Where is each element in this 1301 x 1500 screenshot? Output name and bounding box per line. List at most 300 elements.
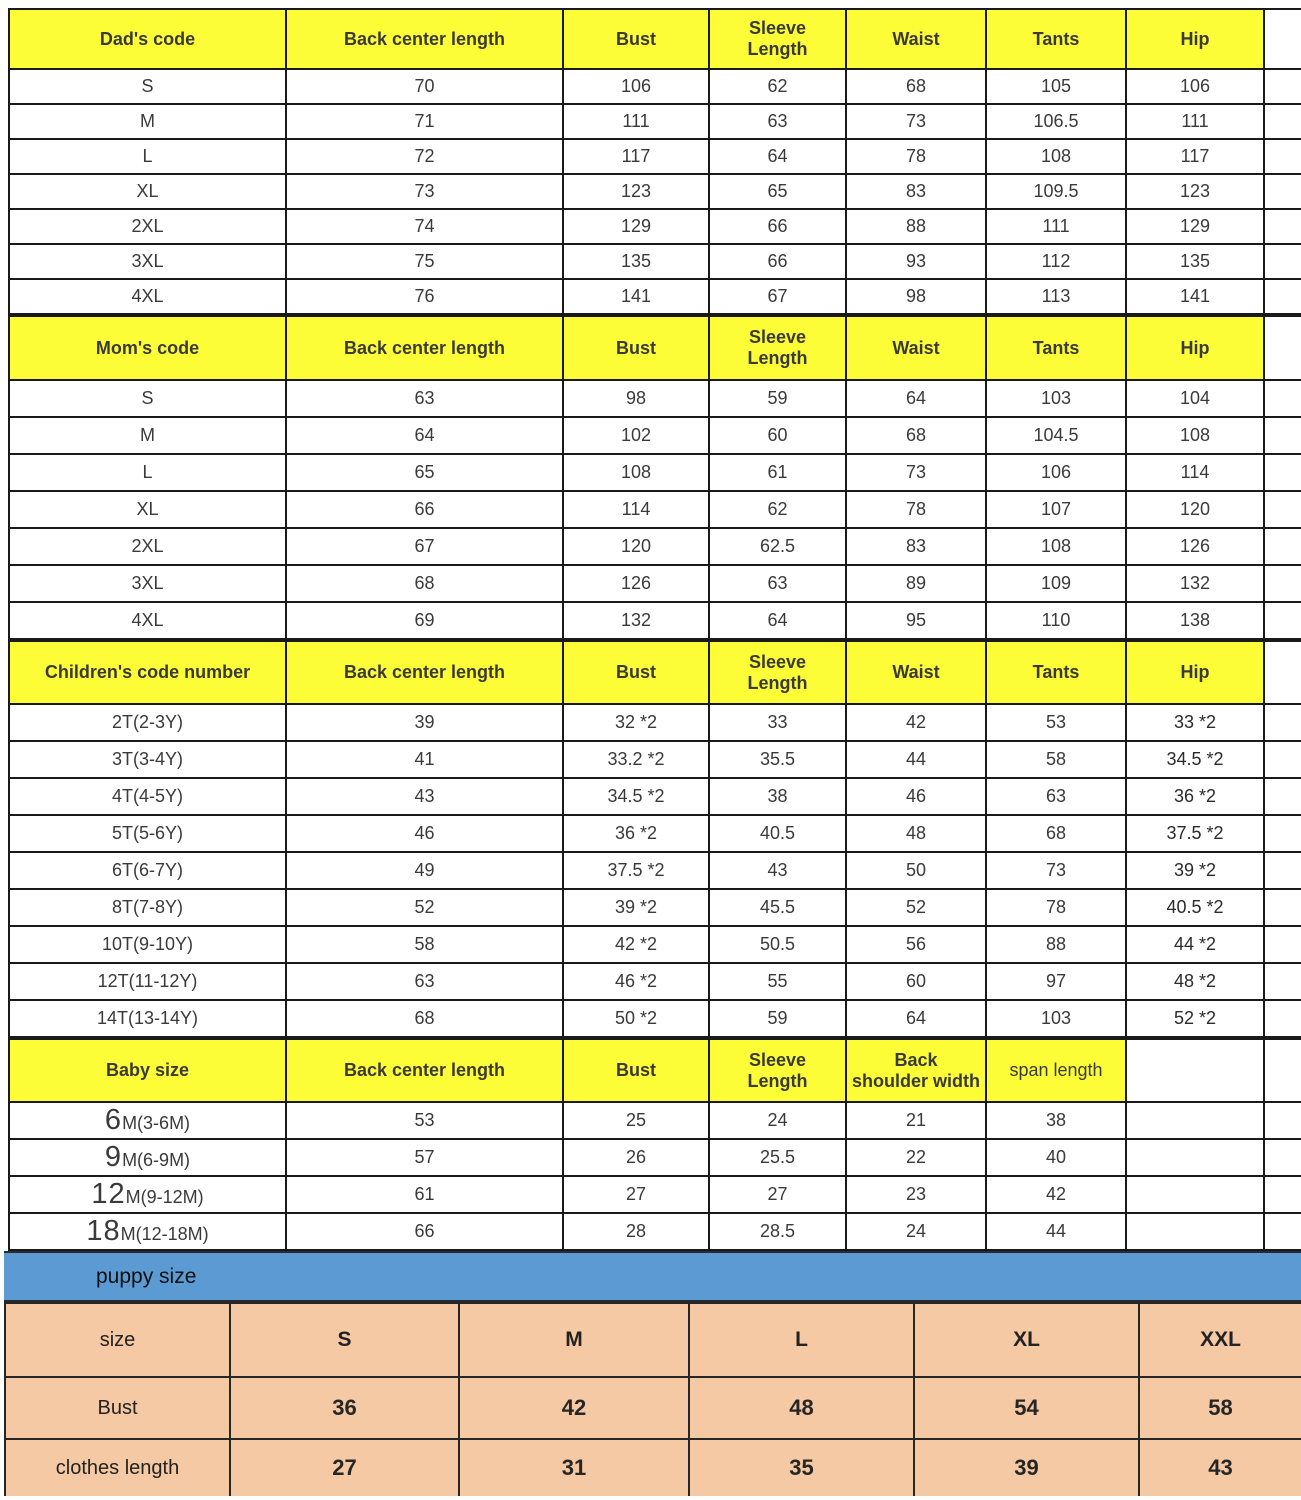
cell: 32 *2 (563, 704, 709, 741)
puppy-clothes-length-row (5, 1439, 1301, 1496)
cell: 103 (986, 1000, 1126, 1037)
cell: 48 (689, 1377, 914, 1439)
table-row (9, 279, 1301, 314)
empty-sheet-cell (1126, 1213, 1264, 1250)
empty-sheet-cell (1126, 1102, 1264, 1139)
cell: 68 (286, 1000, 563, 1037)
cell: 38 (986, 1102, 1126, 1139)
cell: 50 *2 (563, 1000, 709, 1037)
cell: 39 (286, 704, 563, 741)
cell: 56 (846, 926, 986, 963)
table-row (9, 1139, 1301, 1176)
sheet-margin-cell (1264, 565, 1301, 602)
size-code-cell: L (9, 139, 286, 174)
bust-header: Bust (563, 9, 709, 69)
cell: 70 (286, 69, 563, 104)
cell: 39 (914, 1439, 1139, 1496)
cell: 73 (286, 174, 563, 209)
sheet-margin-cell (1264, 491, 1301, 528)
cell: 104.5 (986, 417, 1126, 454)
table-row (9, 889, 1301, 926)
cell: 78 (986, 889, 1126, 926)
cell: 63 (286, 963, 563, 1000)
cell: 39 *2 (563, 889, 709, 926)
sheet-margin-cell (1264, 1213, 1301, 1250)
cell: 48 (846, 815, 986, 852)
cell: 129 (563, 209, 709, 244)
cell: 36 *2 (563, 815, 709, 852)
children-code-header: Children's code number (9, 641, 286, 704)
sleeve-length-header: Sleeve Length (709, 1039, 846, 1102)
cell: 88 (846, 209, 986, 244)
baby-size-table (8, 1038, 1301, 1251)
table-row (9, 380, 1301, 417)
cell: 61 (286, 1176, 563, 1213)
cell: 28 (563, 1213, 709, 1250)
cell: 34.5 *2 (1126, 741, 1264, 778)
cell: 23 (846, 1176, 986, 1213)
cell: 73 (846, 104, 986, 139)
table-row (9, 417, 1301, 454)
size-code-cell: S (9, 380, 286, 417)
cell: 141 (563, 279, 709, 314)
cell: 68 (986, 815, 1126, 852)
table-row (9, 815, 1301, 852)
cell: 58 (1139, 1377, 1301, 1439)
row-label: clothes length (5, 1439, 230, 1496)
sheet-margin-cell (1264, 380, 1301, 417)
puppy-size-table (4, 1302, 1301, 1496)
cell: 135 (563, 244, 709, 279)
size-code-cell: M (9, 104, 286, 139)
sheet-margin-cell (1264, 704, 1301, 741)
sheet-margin-cell (1264, 454, 1301, 491)
cell: 49 (286, 852, 563, 889)
table-row (9, 69, 1301, 104)
cell: 24 (846, 1213, 986, 1250)
hip-header: Hip (1126, 9, 1264, 69)
cell: 75 (286, 244, 563, 279)
table-row (9, 139, 1301, 174)
cell: 88 (986, 926, 1126, 963)
cell: 104 (1126, 380, 1264, 417)
size-code-cell: 3XL (9, 565, 286, 602)
cell: 45.5 (709, 889, 846, 926)
cell: 40 (986, 1139, 1126, 1176)
cell: 69 (286, 602, 563, 639)
table-row (9, 778, 1301, 815)
cell: 25 (563, 1102, 709, 1139)
cell: 72 (286, 139, 563, 174)
dad-header-row (9, 9, 1301, 69)
children-size-table (8, 640, 1301, 1038)
cell: 95 (846, 602, 986, 639)
cell: 98 (563, 380, 709, 417)
sheet-margin-cell (1264, 9, 1301, 69)
cell: 34.5 *2 (563, 778, 709, 815)
cell: 42 (986, 1176, 1126, 1213)
cell: 55 (709, 963, 846, 1000)
cell: 66 (709, 244, 846, 279)
cell: 64 (846, 380, 986, 417)
cell: 63 (709, 104, 846, 139)
size-code-cell: 2XL (9, 209, 286, 244)
cell: 108 (986, 139, 1126, 174)
sheet-margin-cell (1264, 926, 1301, 963)
table-row (9, 963, 1301, 1000)
table-row (9, 852, 1301, 889)
cell: 44 (846, 741, 986, 778)
cell: 71 (286, 104, 563, 139)
table-row (9, 244, 1301, 279)
cell: 110 (986, 602, 1126, 639)
size-code-cell: 6M(3-6M) (9, 1102, 286, 1139)
cell: 111 (986, 209, 1126, 244)
cell: 21 (846, 1102, 986, 1139)
cell: S (230, 1303, 459, 1377)
cell: 44 *2 (1126, 926, 1264, 963)
cell: XL (914, 1303, 1139, 1377)
cell: 89 (846, 565, 986, 602)
sheet-margin-cell (1264, 174, 1301, 209)
cell: 109.5 (986, 174, 1126, 209)
table-row (9, 704, 1301, 741)
cell: 38 (709, 778, 846, 815)
cell: 60 (709, 417, 846, 454)
empty-sheet-cell (1126, 1039, 1264, 1102)
cell: 135 (1126, 244, 1264, 279)
cell: 26 (563, 1139, 709, 1176)
cell: 59 (709, 1000, 846, 1037)
cell: 113 (986, 279, 1126, 314)
sheet-margin-cell (1264, 104, 1301, 139)
table-row (9, 741, 1301, 778)
sheet-margin-cell (1264, 852, 1301, 889)
table-row (9, 565, 1301, 602)
cell: 120 (1126, 491, 1264, 528)
cell: 98 (846, 279, 986, 314)
sheet-margin-cell (1264, 1102, 1301, 1139)
table-row (9, 174, 1301, 209)
table-row (9, 602, 1301, 639)
cell: 73 (986, 852, 1126, 889)
sheet-margin-cell (1264, 602, 1301, 639)
cell: 78 (846, 491, 986, 528)
table-row (9, 209, 1301, 244)
sheet-margin-cell (1264, 889, 1301, 926)
cell: 68 (846, 417, 986, 454)
mom-header-row (9, 316, 1301, 380)
cell: 106 (563, 69, 709, 104)
cell: 74 (286, 209, 563, 244)
cell: 132 (1126, 565, 1264, 602)
table-row (9, 104, 1301, 139)
mom-code-header: Mom's code (9, 316, 286, 380)
cell: 27 (230, 1439, 459, 1496)
sheet-margin-cell (1264, 1139, 1301, 1176)
sheet-margin-cell (1264, 1176, 1301, 1213)
cell: 42 (846, 704, 986, 741)
table-row (9, 528, 1301, 565)
cell: 83 (846, 174, 986, 209)
cell: 48 *2 (1126, 963, 1264, 1000)
cell: 28.5 (709, 1213, 846, 1250)
size-code-cell: 12T(11-12Y) (9, 963, 286, 1000)
sheet-margin-cell (1264, 209, 1301, 244)
cell: 66 (286, 491, 563, 528)
bust-header: Bust (563, 641, 709, 704)
sheet-margin-cell (1264, 316, 1301, 380)
dad-size-table (8, 8, 1301, 315)
sheet-margin-cell (1264, 244, 1301, 279)
cell: 52 (846, 889, 986, 926)
size-code-cell: 3T(3-4Y) (9, 741, 286, 778)
cell: 123 (563, 174, 709, 209)
cell: 62 (709, 69, 846, 104)
size-code-cell: S (9, 69, 286, 104)
cell: 105 (986, 69, 1126, 104)
cell: 40.5 *2 (1126, 889, 1264, 926)
puppy-size-row (5, 1303, 1301, 1377)
cell: 24 (709, 1102, 846, 1139)
waist-header: Waist (846, 316, 986, 380)
waist-header: Waist (846, 641, 986, 704)
cell: 76 (286, 279, 563, 314)
cell: 58 (986, 741, 1126, 778)
cell: 65 (709, 174, 846, 209)
cell: 103 (986, 380, 1126, 417)
cell: 141 (1126, 279, 1264, 314)
cell: 117 (563, 139, 709, 174)
cell: 35.5 (709, 741, 846, 778)
size-code-cell: 4T(4-5Y) (9, 778, 286, 815)
mom-size-table (8, 315, 1301, 640)
cell: 73 (846, 454, 986, 491)
back-shoulder-width-header: Back shoulder width (846, 1039, 986, 1102)
cell: 67 (709, 279, 846, 314)
cell: 112 (986, 244, 1126, 279)
sheet-margin-cell (1264, 417, 1301, 454)
sheet-margin-cell (1264, 1000, 1301, 1037)
cell: 117 (1126, 139, 1264, 174)
cell: 27 (563, 1176, 709, 1213)
sheet-margin-cell (1264, 279, 1301, 314)
cell: 46 (286, 815, 563, 852)
cell: 97 (986, 963, 1126, 1000)
cell: 42 (459, 1377, 689, 1439)
cell: 37.5 *2 (1126, 815, 1264, 852)
bust-header: Bust (563, 1039, 709, 1102)
cell: 108 (563, 454, 709, 491)
puppy-size-banner (4, 1251, 1301, 1302)
cell: 50 (846, 852, 986, 889)
cell: 132 (563, 602, 709, 639)
baby-size-header: Baby size (9, 1039, 286, 1102)
cell: 64 (709, 602, 846, 639)
cell: 58 (286, 926, 563, 963)
cell: 33 *2 (1126, 704, 1264, 741)
cell: 106 (986, 454, 1126, 491)
cell: 39 *2 (1126, 852, 1264, 889)
hip-header: Hip (1126, 641, 1264, 704)
cell: 68 (846, 69, 986, 104)
table-row (9, 1213, 1301, 1250)
size-code-cell: L (9, 454, 286, 491)
cell: 111 (563, 104, 709, 139)
cell: 59 (709, 380, 846, 417)
size-code-cell: 12M(9-12M) (9, 1176, 286, 1213)
cell: 126 (1126, 528, 1264, 565)
cell: 31 (459, 1439, 689, 1496)
cell: 123 (1126, 174, 1264, 209)
cell: 50.5 (709, 926, 846, 963)
puppy-bust-row (5, 1377, 1301, 1439)
back-center-length-header: Back center length (286, 316, 563, 380)
cell: 126 (563, 565, 709, 602)
tants-header: Tants (986, 641, 1126, 704)
cell: 138 (1126, 602, 1264, 639)
bust-header: Bust (563, 316, 709, 380)
cell: 63 (986, 778, 1126, 815)
size-code-cell: 2T(2-3Y) (9, 704, 286, 741)
back-center-length-header: Back center length (286, 9, 563, 69)
size-code-cell: 4XL (9, 602, 286, 639)
cell: 114 (1126, 454, 1264, 491)
cell: 46 *2 (563, 963, 709, 1000)
size-code-cell: 18M(12-18M) (9, 1213, 286, 1250)
cell: 129 (1126, 209, 1264, 244)
cell: 46 (846, 778, 986, 815)
cell: 44 (986, 1213, 1126, 1250)
sleeve-length-header: Sleeve Length (709, 641, 846, 704)
cell: 114 (563, 491, 709, 528)
sheet-margin-cell (1264, 528, 1301, 565)
cell: 66 (286, 1213, 563, 1250)
cell: XXL (1139, 1303, 1301, 1377)
size-code-cell: XL (9, 174, 286, 209)
cell: 52 *2 (1126, 1000, 1264, 1037)
cell: 66 (709, 209, 846, 244)
cell: 43 (709, 852, 846, 889)
baby-header-row (9, 1039, 1301, 1102)
size-code-cell: 2XL (9, 528, 286, 565)
tants-header: Tants (986, 9, 1126, 69)
cell: 108 (986, 528, 1126, 565)
cell: 106.5 (986, 104, 1126, 139)
cell: 63 (286, 380, 563, 417)
cell: 102 (563, 417, 709, 454)
cell: 108 (1126, 417, 1264, 454)
tants-header: Tants (986, 316, 1126, 380)
cell: 41 (286, 741, 563, 778)
row-label: size (5, 1303, 230, 1377)
cell: 27 (709, 1176, 846, 1213)
sheet-margin-cell (1264, 139, 1301, 174)
table-row (9, 926, 1301, 963)
sheet-margin-cell (1264, 641, 1301, 704)
cell: 68 (286, 565, 563, 602)
cell: 111 (1126, 104, 1264, 139)
cell: 107 (986, 491, 1126, 528)
puppy-size-title: puppy size (96, 1265, 197, 1288)
cell: 43 (1139, 1439, 1301, 1496)
cell: 37.5 *2 (563, 852, 709, 889)
cell: 64 (846, 1000, 986, 1037)
size-code-cell: 5T(5-6Y) (9, 815, 286, 852)
cell: 64 (286, 417, 563, 454)
cell: 42 *2 (563, 926, 709, 963)
hip-header: Hip (1126, 316, 1264, 380)
cell: 78 (846, 139, 986, 174)
span-length-header: span length (986, 1039, 1126, 1102)
cell: 35 (689, 1439, 914, 1496)
table-row (9, 491, 1301, 528)
size-code-cell: M (9, 417, 286, 454)
cell: 36 *2 (1126, 778, 1264, 815)
empty-sheet-cell (1126, 1176, 1264, 1213)
cell: 65 (286, 454, 563, 491)
size-code-cell: 3XL (9, 244, 286, 279)
cell: 120 (563, 528, 709, 565)
cell: 64 (709, 139, 846, 174)
sheet-margin-cell (1264, 1039, 1301, 1102)
size-code-cell: 6T(6-7Y) (9, 852, 286, 889)
size-code-cell: 4XL (9, 279, 286, 314)
cell: L (689, 1303, 914, 1377)
size-code-cell: XL (9, 491, 286, 528)
back-center-length-header: Back center length (286, 1039, 563, 1102)
empty-sheet-cell (1126, 1139, 1264, 1176)
cell: 106 (1126, 69, 1264, 104)
sheet-margin-cell (1264, 741, 1301, 778)
cell: 36 (230, 1377, 459, 1439)
cell: 43 (286, 778, 563, 815)
sheet-margin-cell (1264, 69, 1301, 104)
children-header-row (9, 641, 1301, 704)
sleeve-length-header: Sleeve Length (709, 9, 846, 69)
cell: 62 (709, 491, 846, 528)
cell: 22 (846, 1139, 986, 1176)
cell: 33.2 *2 (563, 741, 709, 778)
cell: 53 (986, 704, 1126, 741)
cell: 33 (709, 704, 846, 741)
size-code-cell: 9M(6-9M) (9, 1139, 286, 1176)
size-code-cell: 14T(13-14Y) (9, 1000, 286, 1037)
cell: 61 (709, 454, 846, 491)
sheet-margin-cell (1264, 778, 1301, 815)
cell: 67 (286, 528, 563, 565)
cell: 53 (286, 1102, 563, 1139)
waist-header: Waist (846, 9, 986, 69)
cell: M (459, 1303, 689, 1377)
cell: 83 (846, 528, 986, 565)
table-row (9, 1176, 1301, 1213)
dad-code-header: Dad's code (9, 9, 286, 69)
row-label: Bust (5, 1377, 230, 1439)
sheet-margin-cell (1264, 963, 1301, 1000)
back-center-length-header: Back center length (286, 641, 563, 704)
table-row (9, 1000, 1301, 1037)
cell: 52 (286, 889, 563, 926)
cell: 54 (914, 1377, 1139, 1439)
sheet-margin-cell (1264, 815, 1301, 852)
sleeve-length-header: Sleeve Length (709, 316, 846, 380)
table-row (9, 1102, 1301, 1139)
cell: 109 (986, 565, 1126, 602)
cell: 60 (846, 963, 986, 1000)
cell: 25.5 (709, 1139, 846, 1176)
cell: 40.5 (709, 815, 846, 852)
